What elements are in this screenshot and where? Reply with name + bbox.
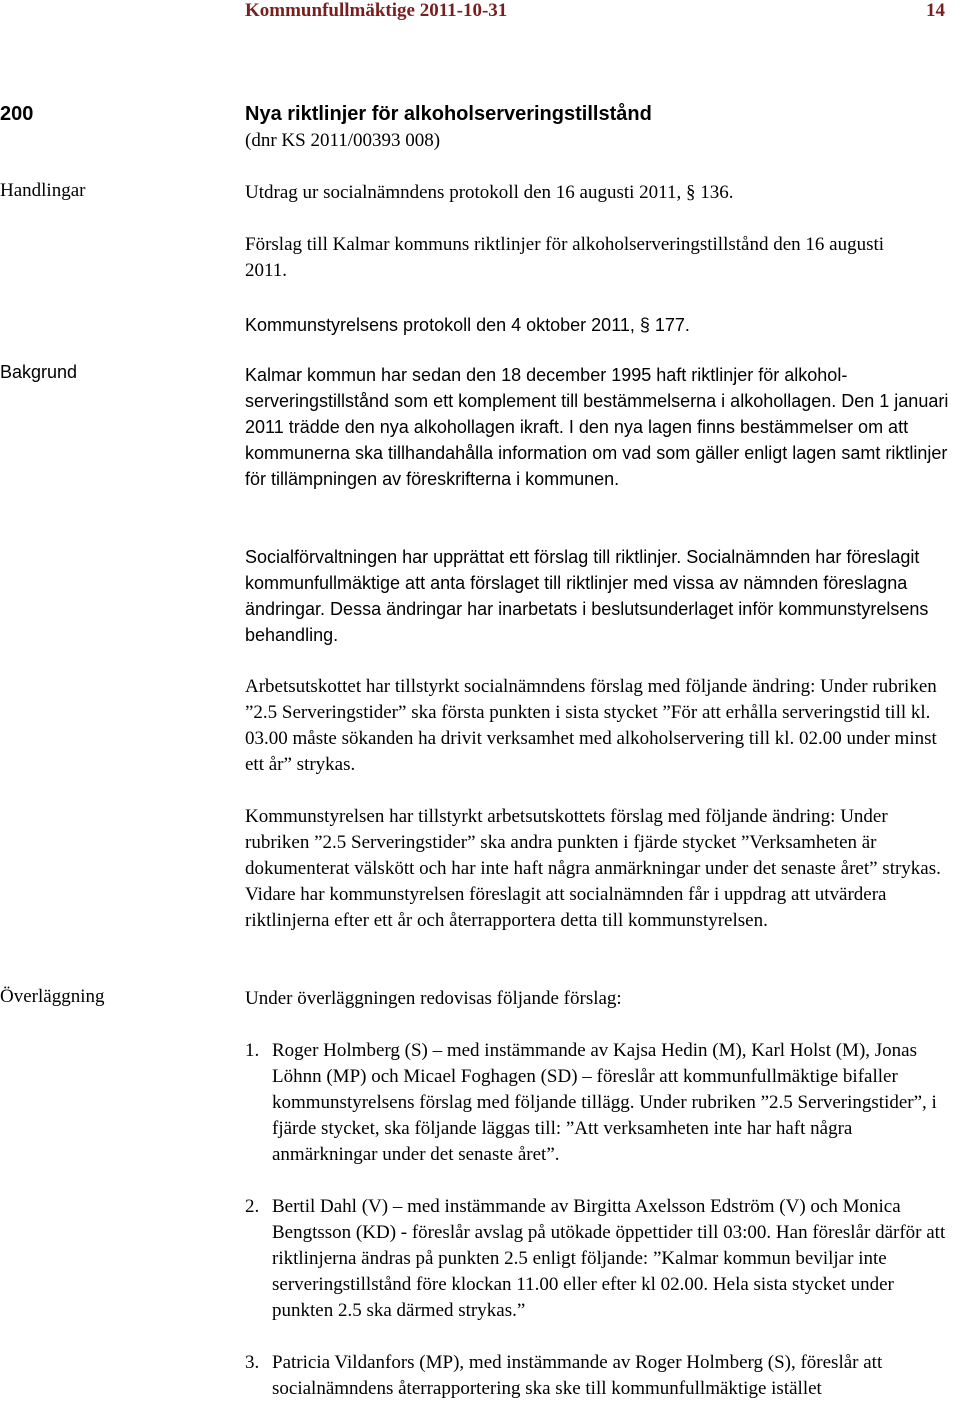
overlaggning-intro: Under överläggningen redovisas följande förslag:	[245, 988, 622, 1009]
header-title: Kommunfullmäktige 2011-10-31	[245, 0, 508, 21]
bakgrund-paragraph: Kommunstyrelsen har tillstyrkt arbetsutskottets förslag med följande ändring: Under rubriken ”2.5 Serveringstider” ska andra punkten i fjärde stycket ”Verksamheten är dokumenterat välskött och har inte haft några anmärkningar under det senaste året” strykas. Vidare har kommunstyrelsen föreslagit att socialnämnden får i uppdrag att utvärdera riktlinjerna efter ett år och återrapportera detta till kommunstyrelsen.	[245, 806, 941, 931]
handlingar-label: Handlingar	[0, 180, 86, 201]
bakgrund-paragraph: Socialförvaltningen har upprättat ett förslag till riktlinjer. Socialnämnden har föreslagit kommunfullmäktige att anta förslaget till riktlinjer med vissa av nämnden föreslagna ändringar. Dessa ändringar har inarbetats i beslutsunderlaget inför kommunstyrelsens behandling.	[245, 547, 929, 645]
proposal-item	[245, 1350, 957, 1402]
section-number: 200	[0, 103, 34, 125]
section-title: Nya riktlinjer för alkoholserveringstillstånd	[245, 103, 652, 125]
proposal-text: Patricia Vildanfors (MP), med instämmande av Roger Holmberg (S), föreslår att socialnämndens återrapportering ska ske till kommunfullmäktige istället	[272, 1352, 883, 1399]
proposal-text: Bertil Dahl (V) – med instämmande av Birgitta Axelsson Edström (V) och Monica Bengtsson (KD) - föreslår avslag på utökade öppettider till 03:00. Han föreslår därför att riktlinjerna ändras på punkten 2.5 enligt följande: ”Kalmar kommun beviljar inte serveringstillstånd före klockan 11.00 eller efter kl 02.00. Hela sista stycket under punkten 2.5 ska därmed strykas.”	[272, 1196, 946, 1321]
proposal-item	[245, 1194, 957, 1324]
handlingar-item: Förslag till Kalmar kommuns riktlinjer för alkoholserveringstillstånd den 16 augusti 2011.	[245, 234, 885, 281]
section-dnr: (dnr KS 2011/00393 008)	[245, 130, 441, 151]
page-number: 14	[926, 0, 945, 21]
handlingar-item: Utdrag ur socialnämndens protokoll den 16 augusti 2011, § 136.	[245, 182, 734, 203]
proposal-number: 3.	[245, 1352, 260, 1373]
overlaggning-label: Överläggning	[0, 986, 105, 1007]
page-header	[245, 0, 945, 24]
proposal-number: 2.	[245, 1196, 260, 1217]
bakgrund-paragraph: Kalmar kommun har sedan den 18 december 1995 haft riktlinjer för alkohol-serveringstillstånd som ett komplement till bestämmelserna i alkohollagen. Den 1 januari 2011 trädde den nya alkohollagen ikraft. I den nya lagen finns bestämmelser om att kommunerna ska tillhandahålla information om vad som gäller enligt lagen samt riktlinjer för tillämpningen av föreskrifterna i kommunen.	[245, 365, 949, 489]
proposal-item	[245, 1038, 957, 1168]
bakgrund-paragraph: Arbetsutskottet har tillstyrkt socialnämndens förslag med följande ändring: Under rubriken ”2.5 Serveringstider” ska första punkten i sista stycket ”För att erhålla serveringstid till kl. 03.00 måste sökanden ha drivit verksamhet med alkoholservering till kl. 02.00 under minst ett år” strykas.	[245, 676, 937, 775]
bakgrund-label: Bakgrund	[0, 362, 78, 382]
handlingar-item: Kommunstyrelsens protokoll den 4 oktober 2011, § 177.	[245, 315, 690, 335]
proposal-text: Roger Holmberg (S) – med instämmande av Kajsa Hedin (M), Karl Holst (M), Jonas Löhnn (MP) och Micael Foghagen (SD) – föreslår att kommunfullmäktige bifaller kommunstyrelsens förslag med följande tillägg. Under rubriken ”2.5 Serveringstider”, i fjärde stycket, ska följande läggas till: ”Att verksamheten inte har haft några anmärkningar under det senaste året”.	[272, 1040, 937, 1165]
proposal-number: 1.	[245, 1040, 260, 1061]
